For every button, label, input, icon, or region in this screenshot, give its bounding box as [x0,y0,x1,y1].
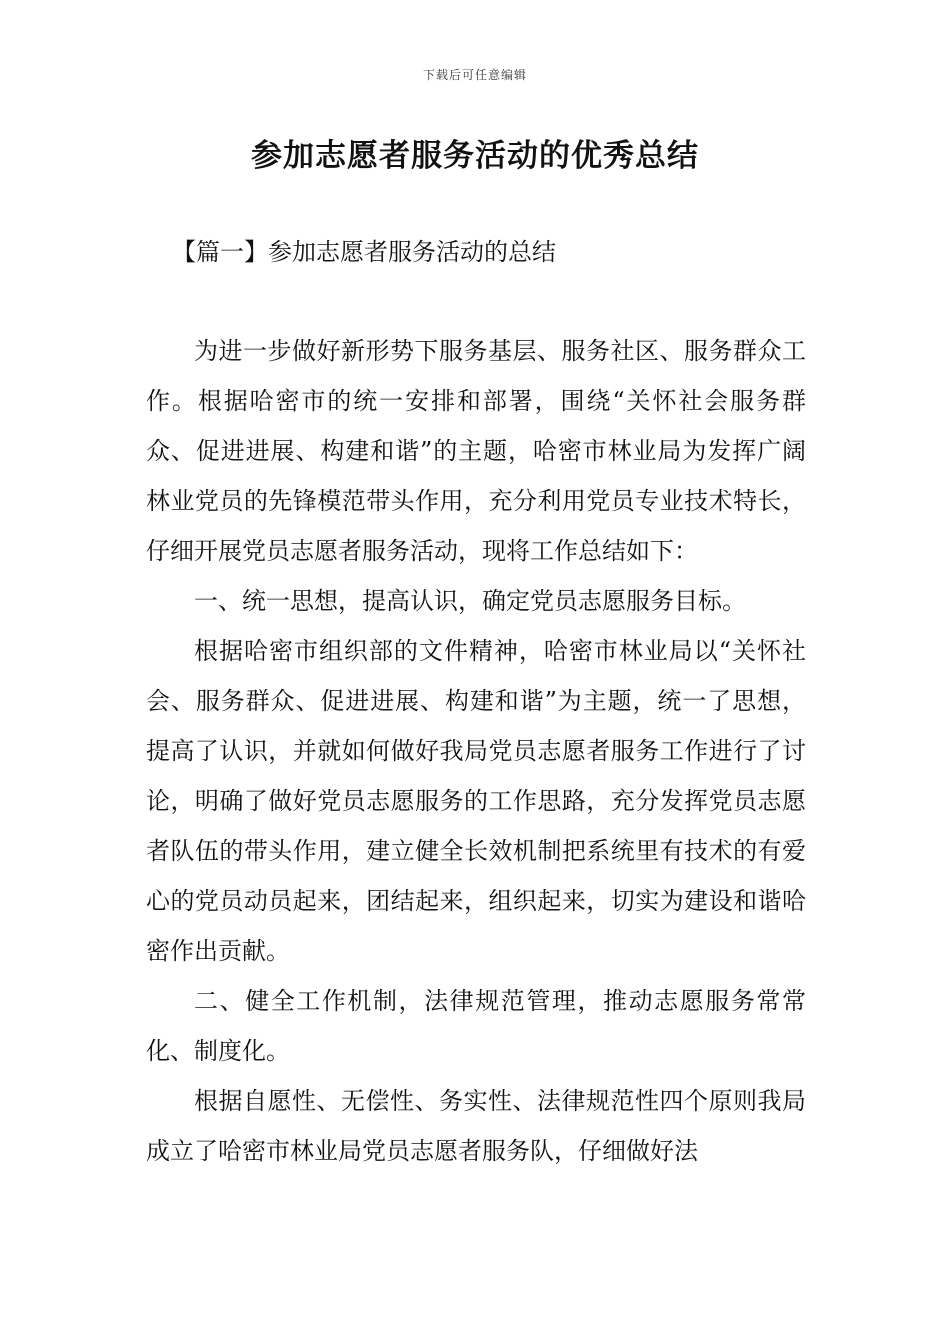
section-heading: 【篇一】参加志愿者服务活动的总结 [172,238,556,266]
paragraph-intro: 为进一步做好新形势下服务基层、服务社区、服务群众工作。根据哈密市的统一安排和部署，围绕“关怀社会服务群众、促进进展、构建和谐”的主题，哈密市林业局为发挥广阔林业党员的先锋模范带头作用，充分利用党员专业技术特长，仔细开展党员志愿者服务活动，现将工作总结如下： [146,337,806,565]
paragraph-heading-one: 一、统一思想，提高认识，确定党员志愿服务目标。 [194,587,746,615]
paragraph-two-body: 根据自愿性、无偿性、务实性、法律规范性四个原则我局成立了哈密市林业局党员志愿者服务队，仔细做好法 [146,1087,806,1165]
paragraph-heading-two: 二、健全工作机制，法律规范管理，推动志愿服务常常化、制度化。 [146,987,806,1065]
page-title: 参加志愿者服务活动的优秀总结 [251,138,699,174]
header-note: 下载后可任意编辑 [422,68,527,82]
paragraph-one-body: 根据哈密市组织部的文件精神，哈密市林业局以“关怀社会、服务群众、促进进展、构建和谐”为主题，统一了思想，提高了认识，并就如何做好我局党员志愿者服务工作进行了讨论，明确了做好党员志愿服务的工作思路，充分发挥党员志愿者队伍的带头作用，建立健全长效机制把系统里有技术的有爱心的党员动员起来，团结起来，组织起来，切实为建设和谐哈密作出贡献。 [146,637,806,965]
document-body [146,326,806,1176]
